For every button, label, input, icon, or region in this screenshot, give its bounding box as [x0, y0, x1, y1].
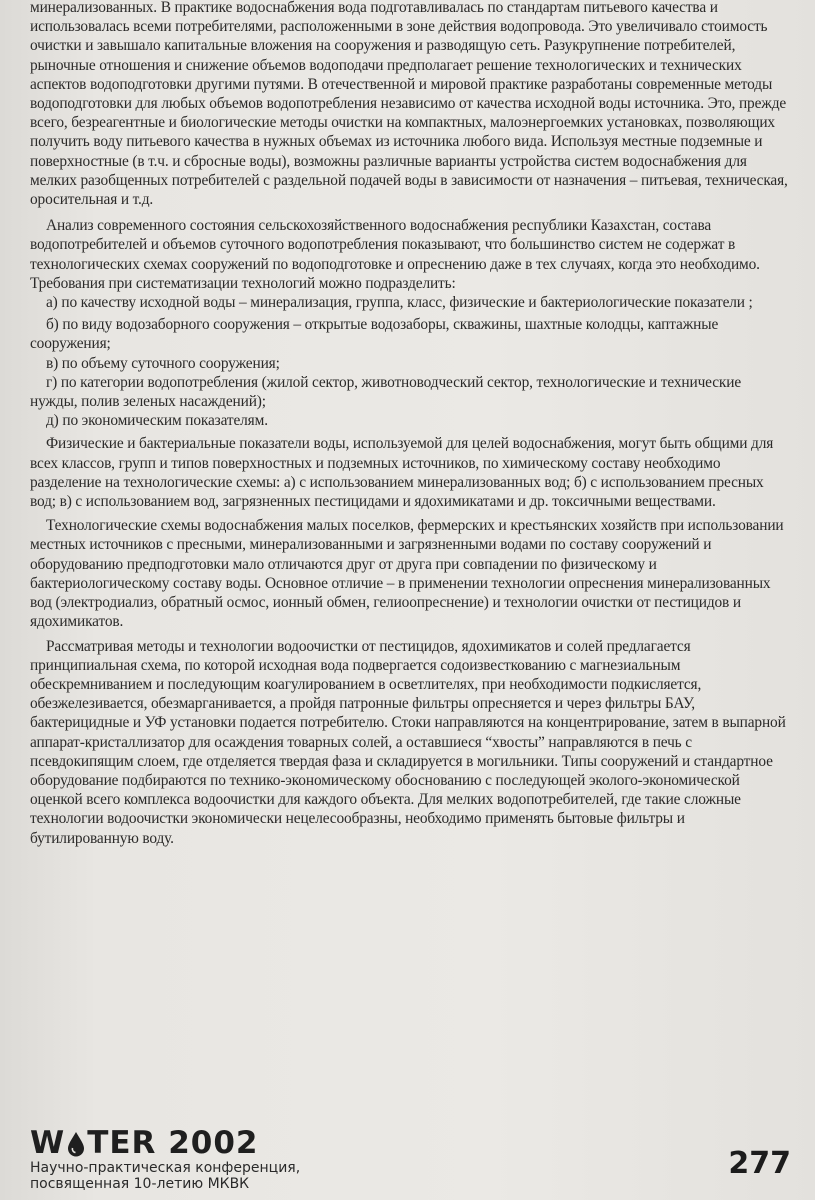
logo-text-ter-2002: TER 2002 — [87, 1125, 259, 1161]
list-item-volume: в) по объему суточного сооружения; — [46, 354, 280, 372]
list-item-economic: д) по экономическим показателям. — [46, 412, 268, 430]
logo-letter-w: W — [30, 1125, 66, 1161]
list-item-quality: а) по качеству исходной воды – минерализация, группа, класс, физические и бактериологические показатели ; — [46, 294, 753, 312]
water-2002-logo — [30, 1125, 259, 1161]
conference-caption-line-2: посвященная 10-летию МКВК — [30, 1176, 250, 1192]
paragraph-analysis: Анализ современного состояния сельскохозяйственного водоснабжения республики Казахстан, состава водопотребителей и объемов суточного водопотребления показывают, что большинство систем не содержат в технологических схемах сооружений по водоподготовке и опреснению даже в тех случаях, когда это необходимо. Требования при систематизации технологий можно подразделить: — [30, 217, 760, 292]
page-number: 277 — [728, 1146, 791, 1181]
paragraph-technological-schemes: Технологические схемы водоснабжения малых поселков, фермерских и крестьянских хозяйств при использовании местных источников с пресными, минерализованными и загрязненными водами по составу сооружений и оборудованию предподготовки мало отличаются друг от друга при совпадении по физическому и бактериологическому составу воды. Основное отличие – в применении технологии опреснения минерализованных вод (электродиализ, обратный осмос, ионный обмен, гелиоопреснение) и технологии очистки от пестицидов и ядохимикатов. — [30, 517, 784, 631]
paragraph-purification-methods: Рассматривая методы и технологии водоочистки от пестицидов, ядохимикатов и солей предлагается принципиальная схема, по которой исходная вода подвергается содоизвесткованию с магнезиальным обескремниванием и последующим коагулированием в осветлителях, при необходимости подкисляется, обезжелезивается, обезмарганивается, а пройдя патронные фильтры опресняется и через фильтры БАУ, бактерицидные и УФ установки подается потребителю. Стоки направляются на концентрирование, затем в выпарной аппарат-кристаллизатор для осаждения товарных солей, а оставшиеся “хвосты” направляются в печь с псевдокипящим слоем, где отделяется твердая фаза и складируется в могильники. Типы сооружений и стандартное оборудование подбираются по технико-экономическому обоснованию с последующей эколого-экономической оценкой всего комплекса водоочистки для каждого объекта. Для мелких водопотребителей, где такие сложные технологии водоочистки экономически нецелесообразны, необходимо применять бытовые фильтры и бутилированную воду. — [30, 637, 786, 847]
list-item-category: г) по категории водопотребления (жилой сектор, животноводческий сектор, технологические и технические нужды, полив зеленых насаждений); — [30, 373, 742, 411]
conference-caption-line-1: Научно-практическая конференция, — [30, 1160, 301, 1176]
paragraph-physical-indicators: Физические и бактериальные показатели воды, используемой для целей водоснабжения, могут быть общими для всех классов, групп и типов поверхностных и подземных источников, по химическому составу необходимо разделение на технологические схемы: а) с использованием минерализованных вод; б) с использованием пресных вод; в) с использованием вод, загрязненных пестицидами и ядохимикатами и др. токсичными веществами. — [30, 435, 774, 511]
list-item-intake: б) по виду водозаборного сооружения – открытые водозаборы, скважины, шахтные колодцы, каптажные сооружения; — [30, 316, 719, 353]
conference-caption — [30, 1160, 300, 1192]
water-drop-icon — [66, 1131, 86, 1157]
paragraph-intro-continued: минерализованных. В практике водоснабжения вода подготавливалась по стандартам питьевого качества и использовалась всеми потребителями, расположенными в зоне действия водопровода. Это увеличивало стоимость очистки и завышало капитальные вложения на сооружения и разводящую сеть. Разукрупнение потребителей, рыночные отношения и снижение объемов водоподачи предполагает решение технологических и технических аспектов водоподготовки другими путями. В отечественной и мировой практике разработаны современные методы водоподготовки для любых объемов водопотребления независимо от качества исходной воды источника. Это, прежде всего, безреагентные и биологические методы очистки на компактных, малоэнергоемких установках, позволяющих получить воду питьевого качества в нужных объемах из источника любого вида. Используя местные подземные и поверхностные (в т.ч. и сбросные воды), возможны различные варианты устройства систем водоснабжения для мелких разобщенных потребителей с раздельной подачей воды в зависимости от назначения – питьевая, техническая, оросительная и т.д. — [30, 0, 788, 209]
article-body — [30, 0, 788, 848]
